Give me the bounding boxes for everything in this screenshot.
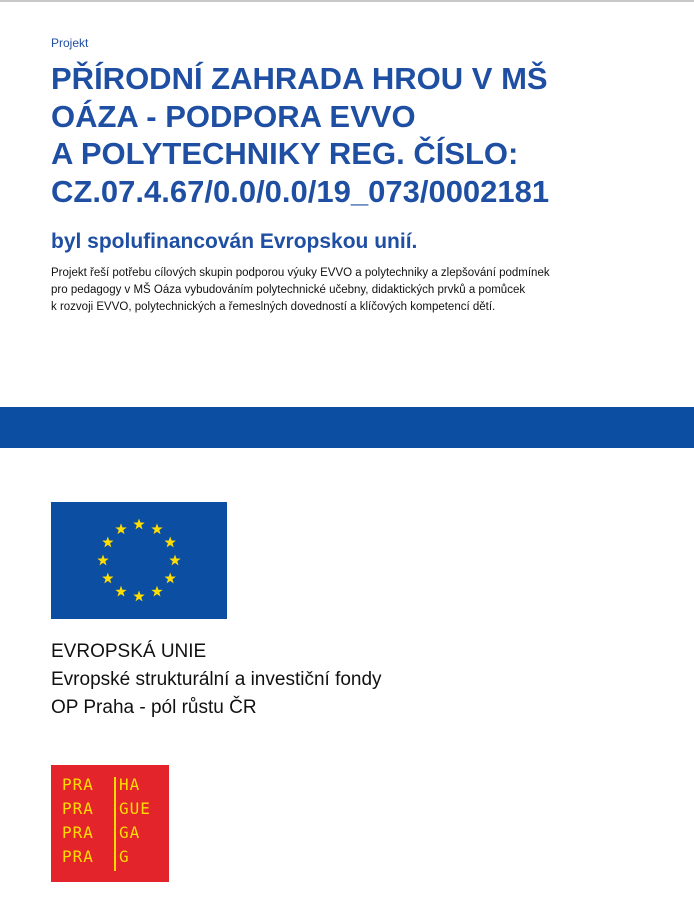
project-title [51, 60, 651, 210]
eu-line: OP Praha - pól růstu ČR [51, 697, 257, 718]
title-line: PŘÍRODNÍ ZAHRADA HROU V MŠ [51, 61, 548, 96]
praha-row-left: PRA [62, 823, 94, 842]
praha-logo [51, 765, 169, 882]
project-label: Projekt [51, 36, 89, 50]
praha-row-left: PRA [62, 847, 94, 866]
praha-logo-row [51, 823, 169, 847]
eu-funding-text [51, 638, 382, 722]
project-description [51, 265, 651, 316]
eu-line: EVROPSKÁ UNIE [51, 641, 207, 662]
praha-row-right: HA [119, 775, 141, 794]
title-line: CZ.07.4.67/0.0/0.0/19_073/0002181 [51, 173, 550, 209]
praha-logo-row [51, 847, 169, 871]
eu-line: Evropské strukturální a investiční fondy [51, 669, 382, 690]
praha-logo-row [51, 775, 169, 799]
praha-row-left: PRA [62, 799, 94, 818]
description-line: Projekt řeší potřebu cílových skupin podporou výuky EVVO a polytechniky a zlepšování podmínek [51, 267, 550, 279]
title-line: A POLYTECHNIKY REG. ČÍSLO: [51, 136, 519, 171]
description-line: k rozvoji EVVO, polytechnických a řemeslných dovedností a klíčových kompetencí dětí. [51, 301, 496, 313]
eu-flag-icon [51, 502, 227, 619]
title-line: OÁZA - PODPORA EVVO [51, 98, 416, 134]
blue-band [0, 407, 694, 448]
description-line: pro pedagogy v MŠ Oáza vybudováním polytechnické učebny, didaktických prvků a pomůcek [51, 284, 526, 296]
cofinancing-statement: byl spolufinancován Evropskou unií. [51, 230, 418, 253]
praha-row-right: GA [119, 823, 141, 842]
praha-row-left: PRA [62, 775, 94, 794]
praha-row-right: GUE [119, 799, 151, 818]
praha-logo-row [51, 799, 169, 823]
top-divider [0, 0, 694, 2]
praha-row-right: G [119, 847, 130, 866]
